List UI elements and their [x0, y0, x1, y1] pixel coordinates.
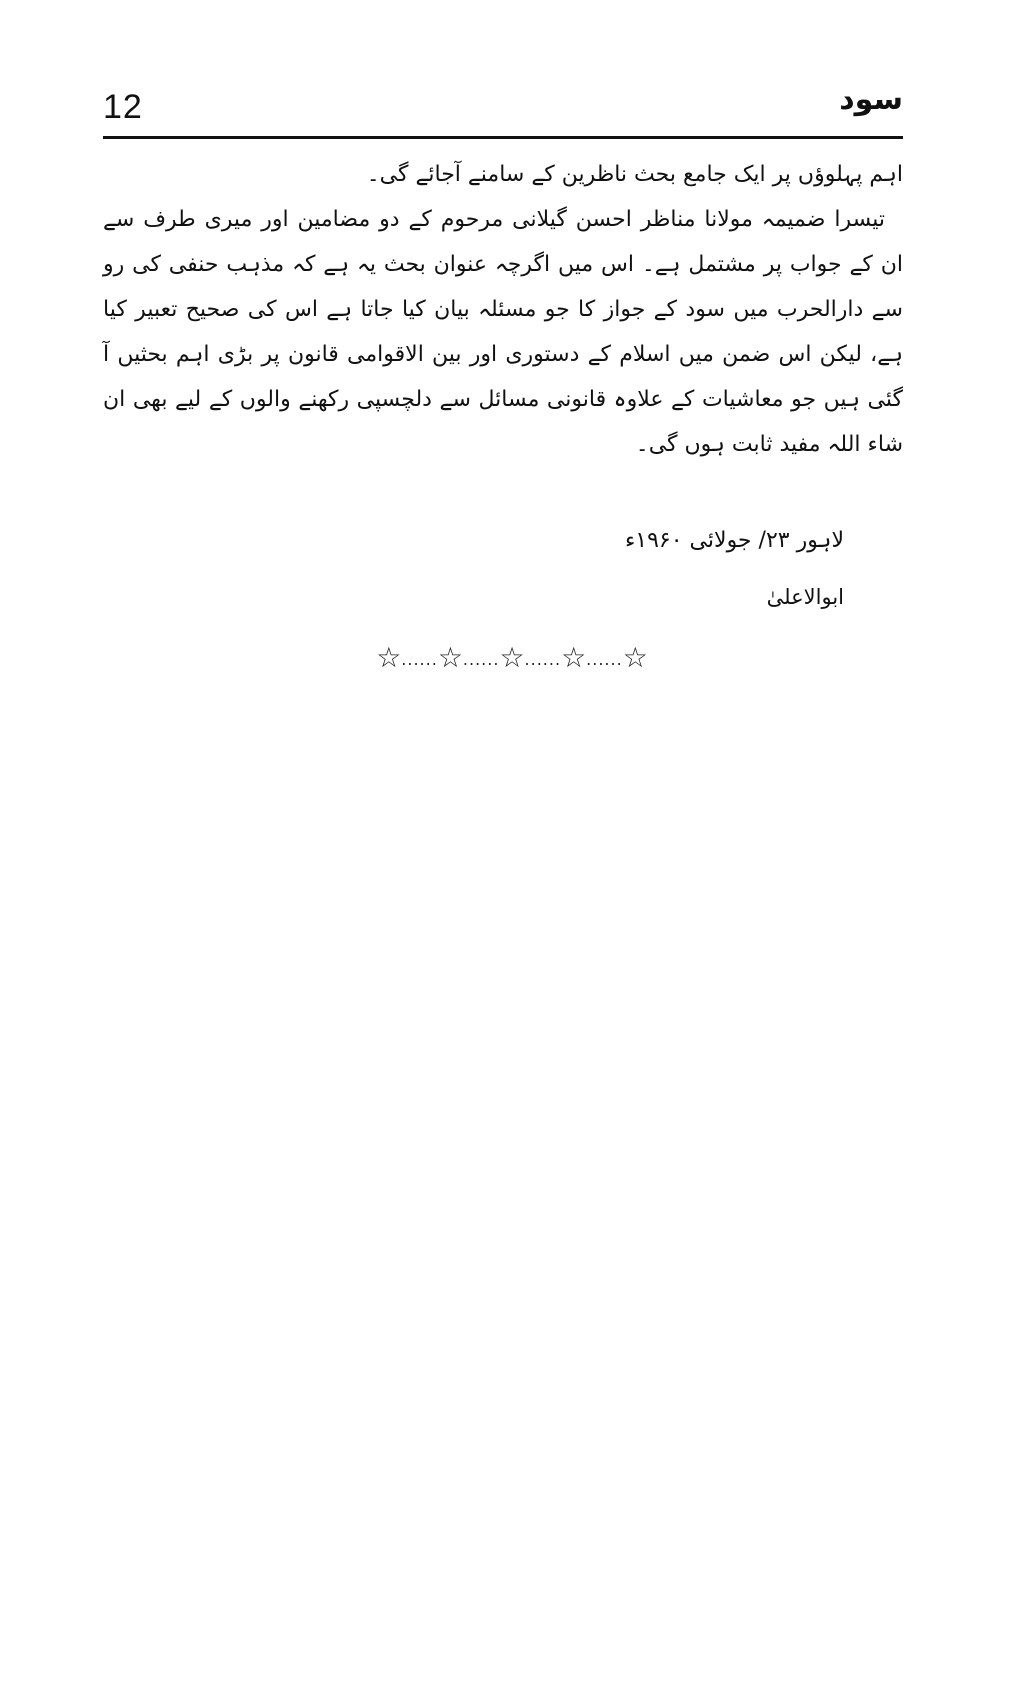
running-title: سود — [839, 82, 903, 117]
ornament-dots: ...... — [462, 650, 500, 669]
ornament-dots: ...... — [524, 650, 562, 669]
page-number: 12 — [103, 88, 143, 126]
star-icon: ☆ — [499, 641, 525, 674]
ornament-dots: ...... — [586, 650, 623, 669]
paragraph-third-appendix: تیسرا ضمیمہ مولانا مناظر احسن گیلانی مرحوم کے دو مضامین اور میری طرف سے ان کے جواب پر مشتمل ہے۔ اس میں اگرچہ عنوان بحث یہ ہے کہ مذہب حنفی کی رو سے دارالحرب میں سود کے جواز کا جو مسئلہ بیان کیا جاتا ہے اس کی صحیح تعبیر کیا ہے، لیکن اس ضمن میں اسلام کے دستوری اور بین الاقوامی قانون پر بڑی اہم بحثیں آ گئی ہیں جو معاشیات کے علاوہ قانونی مسائل سے دلچسپی رکھنے والوں کے لیے بھی ان شاء اللہ مفید ثابت ہوں گی۔ — [103, 207, 903, 457]
ornament-dots: ...... — [401, 650, 438, 669]
page-header — [103, 82, 903, 134]
signoff-author: ابوالاعلیٰ — [766, 585, 844, 609]
signoff-date: لاہور ۲۳/ جولائی ۱۹۶۰ء — [624, 528, 844, 553]
paragraph-continuation: اہم پہلوؤں پر ایک جامع بحث ناظرین کے سامنے آجائے گی۔ — [366, 162, 903, 187]
star-icon: ☆ — [622, 641, 648, 674]
star-icon: ☆ — [561, 641, 587, 674]
section-end-ornament — [0, 641, 1024, 674]
star-icon: ☆ — [437, 641, 463, 674]
body-text — [103, 152, 903, 467]
header-divider — [103, 136, 903, 139]
star-icon: ☆ — [376, 641, 402, 674]
